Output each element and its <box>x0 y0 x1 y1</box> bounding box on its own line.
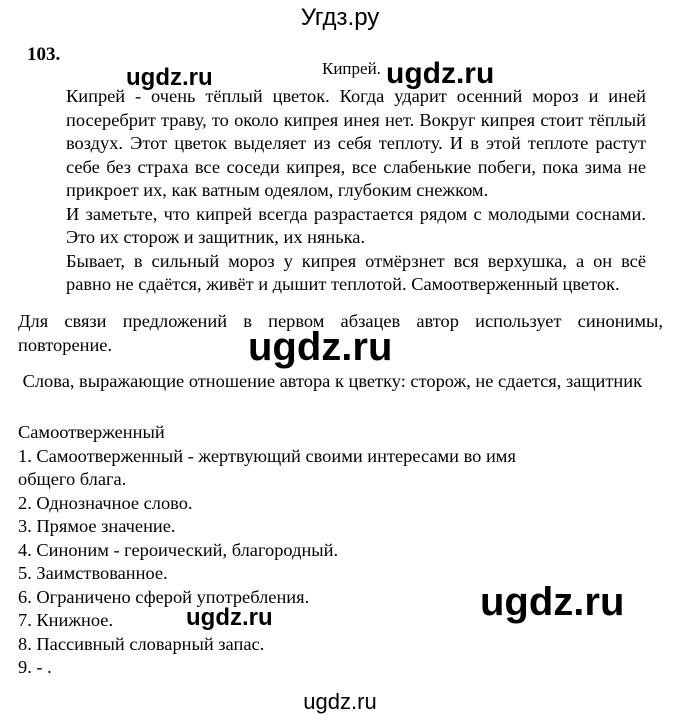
analysis-item-9: 9. - . <box>18 657 52 677</box>
word-analysis <box>18 421 663 680</box>
passage <box>66 85 646 297</box>
analysis-item-3: 3. Прямое значение. <box>18 516 176 536</box>
watermark: ugdz.ru <box>126 64 213 91</box>
analysis-item-7: 7. Книжное. <box>18 610 114 630</box>
passage-paragraph-2: И заметьте, что кипрей всегда разрастается рядом с молодыми соснами. Это их сторож и защитник, их нянька. <box>66 203 646 247</box>
analysis-item-8: 8. Пассивный словарный запас. <box>18 633 265 654</box>
passage-paragraph-3: Бывает, в сильный мороз у кипрея отмёрзнет вся верхушка, а он всё равно не сдаётся, живёт и дышит теплотой. Самоотверженный цветок. <box>66 250 646 294</box>
analysis-item-6: 6. Ограничено сферой употребления. <box>18 586 310 607</box>
site-header: Угдз.ру <box>300 4 380 31</box>
answer-connection-text: Для связи предложений в первом абзацев автор использует синонимы, повторение. <box>18 311 663 355</box>
answer-attitude <box>18 370 663 394</box>
watermark: ugdz.ru <box>480 580 625 624</box>
footer-watermark: ugdz.ru <box>303 689 377 714</box>
watermark: ugdz.ru <box>248 325 393 369</box>
analysis-word: Самоотверженный <box>18 422 165 442</box>
watermark: ugdz.ru <box>186 604 273 631</box>
analysis-item-2: 2. Однозначное слово. <box>18 492 193 513</box>
analysis-item-4: 4. Синоним - героический, благородный. <box>18 539 339 560</box>
passage-paragraph-1: Кипрей - очень тёплый цветок. Когда ударит осенний мороз и иней посеребрит траву, то около кипрея инея нет. Вокруг кипрея стоит тёплый воздух. Этот цветок выделяет из себя теплоту. И в этой теплоте растут себе без страха все соседи кипрея, все слабенькие побеги, пока зима не прикроет их, как ватным одеялом, глубоким снежком. <box>66 86 646 200</box>
passage-title: Кипрей. <box>322 59 381 78</box>
answer-attitude-text: Слова, выражающие отношение автора к цветку: сторож, не сдается, защитник <box>18 371 643 391</box>
analysis-item-1: 1. Самоотверженный - жертвующий своими интересами во имя общего блага. <box>18 445 516 489</box>
task-number: 103. <box>27 44 61 65</box>
analysis-item-5: 5. Заимствованное. <box>18 563 168 583</box>
watermark: ugdz.ru <box>386 57 495 90</box>
